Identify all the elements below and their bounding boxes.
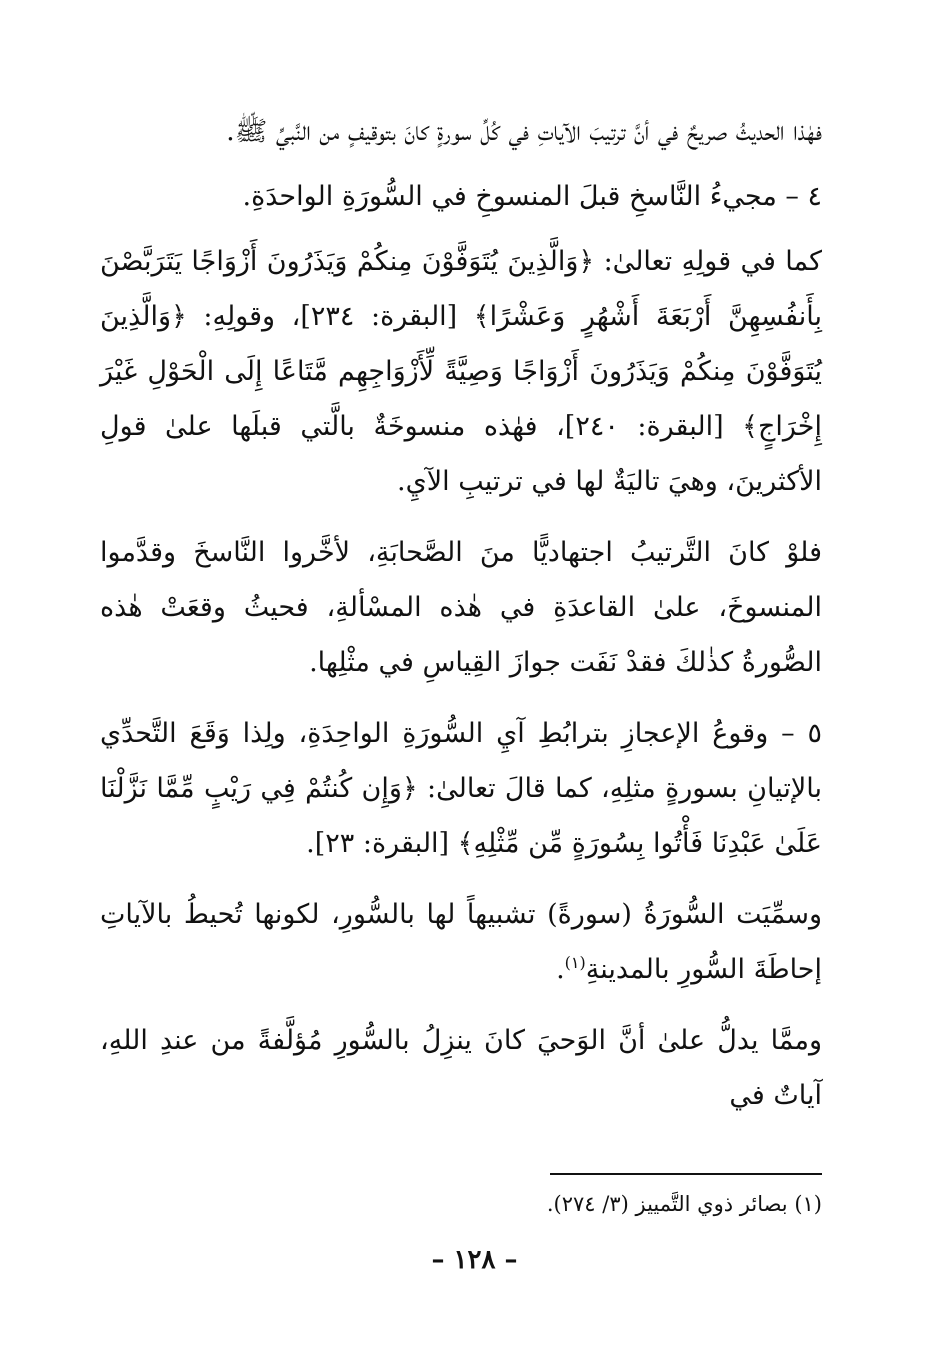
paragraph-1: فهٰذا الحديثُ صريحٌ في أنَّ ترتيبَ الآياتِ في كُلِّ سورةٍ كانَ بتوقيفٍ من النَّبيِّ ﷺ. [226,116,822,147]
paragraph-6 [100,887,822,997]
paragraph-3: كما في قولِهِ تعالىٰ: ﴿وَالَّذِينَ يُتَوَفَّوْنَ مِنكُمْ وَيَذَرُونَ أَزْوَاجًا يَتَرَبَّصْنَ بِأَنفُسِهِنَّ أَرْبَعَةَ أَشْهُرٍ وَعَشْرًا﴾ [البقرة: ٢٣٤]، وقولِهِ: ﴿وَالَّذِينَ يُتَوَفَّوْنَ مِنكُمْ وَيَذَرُونَ أَزْوَاجًا وَصِيَّةً لِّأَزْوَاجِهِم مَّتَاعًا إِلَى الْحَوْلِ غَيْرَ إِخْرَاجٍ﴾ [البقرة: ٢٤٠]، فهٰذه منسوخَةٌ بالَّتي قبلَها علىٰ قولِ الأكثرينَ، وهيَ تاليَةٌ لها في ترتيبِ الآيِ. [100,246,822,497]
page-body [100,104,822,1123]
paragraph-6-text: وسمِّيَت السُّورَةُ (سورةً) تشبيهاً لها بالسُّورِ، لكونها تُحيطُ بالآياتِ إحاطَةَ السُّورِ بالمدينةِ [100,899,822,985]
paragraph-2-heading: ٤ – مجيءُ النَّاسخِ قبلَ المنسوخِ في السُّورَةِ الواحدَةِ. [242,181,822,212]
paragraph-5: ٥ – وقوعُ الإعجازِ بترابُطِ آيِ السُّورَةِ الواحِدَةِ، ولِذا وَقَعَ التَّحدِّي بالإتيانِ بسورةٍ مثلِهِ، كما قالَ تعالىٰ: ﴿وَإِن كُنتُمْ فِي رَيْبٍ مِّمَّا نَزَّلْنَا عَلَىٰ عَبْدِنَا فَأْتُوا بِسُورَةٍ مِّن مِّثْلِهِ﴾ [البقرة: ٢٣]. [100,718,822,859]
footnote: (١) بصائر ذوي التَّمييز (٣/ ٢٧٤). [546,1192,822,1216]
paragraph-7: وممَّا يدلُّ علىٰ أنَّ الوَحيَ كانَ ينزِلُ بالسُّورِ مُؤلَّفةً من عندِ اللهِ، آياتٌ في [100,1025,822,1111]
paragraph-6-end: . [556,954,565,985]
paragraph-4: فلوْ كانَ التَّرتيبُ اجتهاديًّا منَ الصَّحابَةِ، لأخَّروا النَّاسخَ وقدَّموا المنسوخَ، علىٰ القاعدَةِ في هٰذه المسْألةِ، فحيثُ وقعَتْ هٰذه الصُّورةُ كذٰلكَ فقدْ نَفَت جوازَ القِياسِ في مثْلِها. [100,537,822,678]
page-number: – ١٢٨ – [431,1245,518,1275]
footnote-reference: (١) [564,953,586,972]
footnote-divider [550,1173,822,1175]
